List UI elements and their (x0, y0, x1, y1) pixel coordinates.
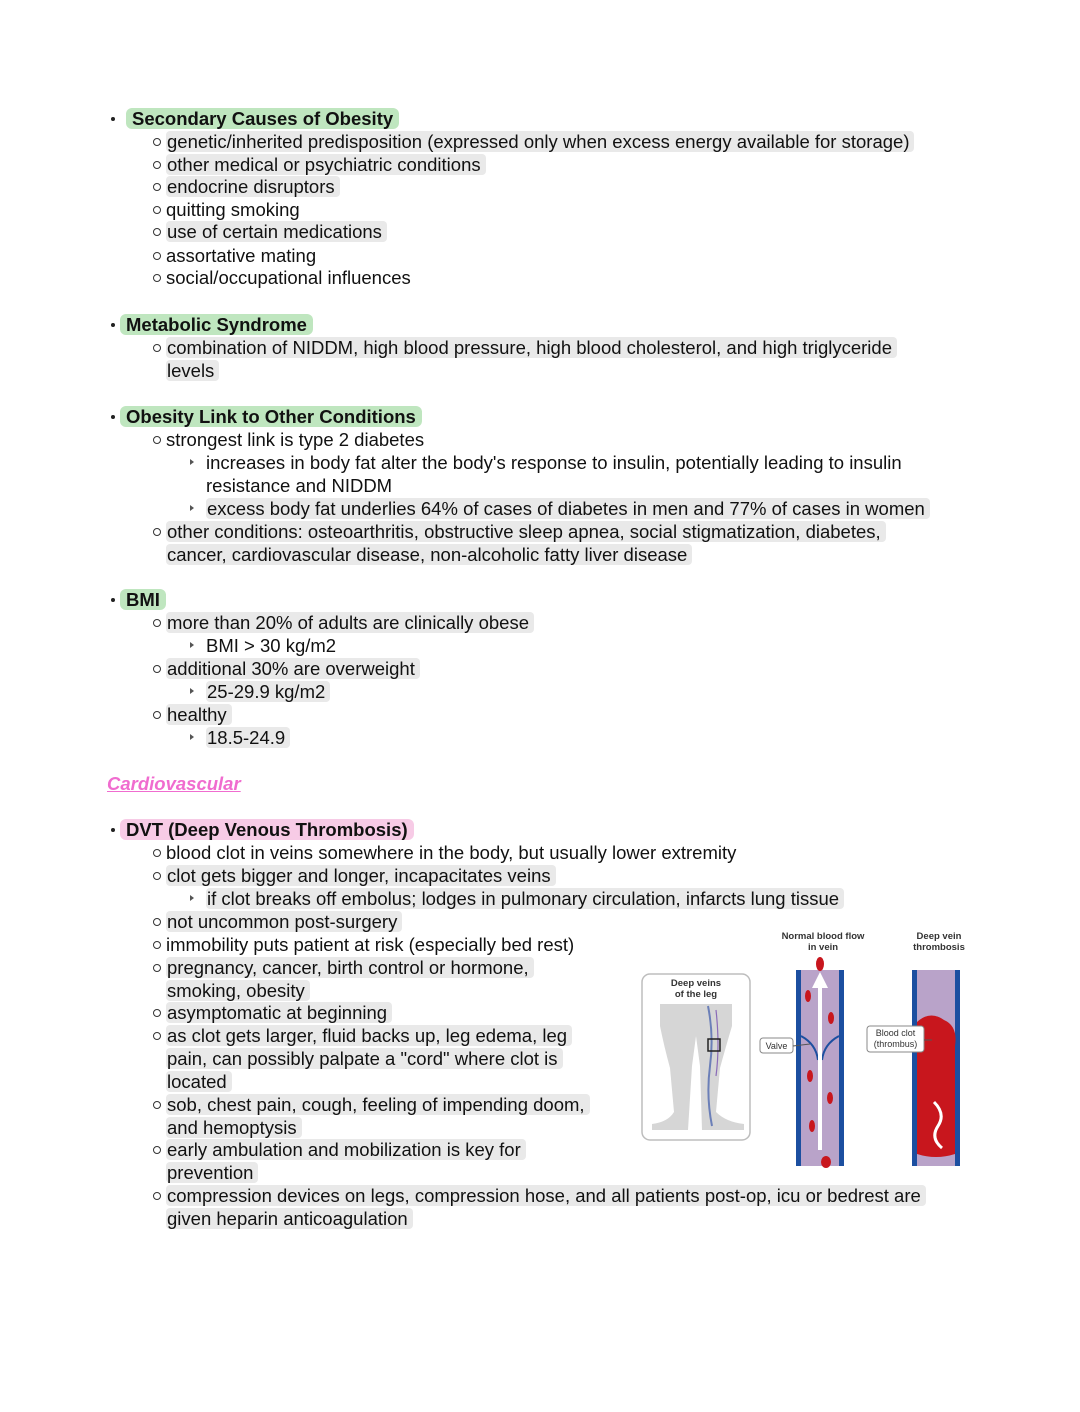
list-item: immobility puts patient at risk (especially bed rest) (166, 934, 575, 955)
normal-flow-label: Normal blood flow (781, 931, 865, 942)
circle-bullet (153, 161, 161, 169)
list-item: sob, chest pain, cough, feeling of impending doom, (166, 1094, 590, 1116)
circle-bullet (153, 849, 161, 857)
list-item: combination of NIDDM, high blood pressure, high blood cholesterol, and high triglyceride (166, 337, 897, 359)
deep-veins-label-2: of the leg (674, 989, 718, 1000)
section-heading-metabolic-syndrome: Metabolic Syndrome (120, 314, 313, 336)
list-item-continuation: smoking, obesity (166, 980, 310, 1002)
circle-bullet (153, 665, 161, 673)
section-heading-bmi: BMI (120, 589, 166, 611)
cardiovascular-title: Cardiovascular (107, 773, 241, 794)
list-item: asymptomatic at beginning (166, 1002, 392, 1024)
triangle-bullet (190, 505, 194, 511)
list-item: early ambulation and mobilization is key for (166, 1139, 526, 1161)
circle-bullet (153, 183, 161, 191)
circle-bullet (153, 1101, 161, 1109)
list-item-continuation: prevention (166, 1162, 258, 1184)
deep-veins-label: Deep veins (670, 978, 722, 989)
list-item: compression devices on legs, compression hose, and all patients post-op, icu or bedrest are (166, 1185, 926, 1207)
list-item: quitting smoking (166, 199, 300, 220)
bullet-dot (111, 415, 115, 419)
bullet-dot (111, 598, 115, 602)
circle-bullet (153, 228, 161, 236)
list-item-continuation: pain, can possibly palpate a "cord" where clot is (166, 1048, 563, 1070)
dvt-figure-svg (640, 926, 985, 1176)
list-item: pregnancy, cancer, birth control or hormone, (166, 957, 534, 979)
dvt-illustration (640, 926, 985, 1176)
list-item: social/occupational influences (166, 267, 411, 288)
list-item: not uncommon post-surgery (166, 911, 402, 933)
list-item: genetic/inherited predisposition (expressed only when excess energy available for storage) (166, 131, 914, 153)
circle-bullet (153, 918, 161, 926)
circle-bullet (153, 872, 161, 880)
circle-bullet (153, 1032, 161, 1040)
section-heading-dvt: DVT (Deep Venous Thrombosis) (120, 819, 414, 841)
list-item: other conditions: osteoarthritis, obstructive sleep apnea, social stigmatization, diabetes, (166, 521, 886, 543)
triangle-bullet (190, 642, 194, 648)
list-item-continuation: and hemoptysis (166, 1117, 302, 1139)
red-blood-cell (827, 1092, 833, 1104)
dvt-label: Deep vein (916, 931, 962, 942)
circle-bullet (153, 941, 161, 949)
sub-list-item: 25-29.9 kg/m2 (206, 681, 330, 703)
circle-bullet (153, 528, 161, 536)
circle-bullet (153, 964, 161, 972)
triangle-bullet (190, 895, 194, 901)
circle-bullet (153, 206, 161, 214)
circle-bullet (153, 711, 161, 719)
list-item-continuation: levels (166, 360, 219, 382)
valve-label: Valve (765, 1041, 788, 1051)
list-item: more than 20% of adults are clinically obese (166, 612, 534, 634)
dvt-label-2: thrombosis (913, 942, 965, 953)
section-heading-secondary-causes: Secondary Causes of Obesity (126, 108, 399, 130)
section-heading-obesity-link: Obesity Link to Other Conditions (120, 406, 422, 428)
red-blood-cell (816, 957, 824, 971)
list-item: additional 30% are overweight (166, 658, 420, 680)
circle-bullet (153, 1009, 161, 1017)
sub-list-item: excess body fat underlies 64% of cases of diabetes in men and 77% of cases in women (206, 498, 930, 520)
list-item: use of certain medications (166, 221, 387, 243)
circle-bullet (153, 138, 161, 146)
red-blood-cell (828, 1012, 834, 1024)
circle-bullet (153, 274, 161, 282)
sub-list-item-continuation: resistance and NIDDM (206, 475, 393, 496)
triangle-bullet (190, 734, 194, 740)
sub-list-item: increases in body fat alter the body's response to insulin, potentially leading to insulin (206, 452, 902, 473)
circle-bullet (153, 619, 161, 627)
list-item-continuation: given heparin anticoagulation (166, 1208, 413, 1230)
list-item-continuation: cancer, cardiovascular disease, non-alcoholic fatty liver disease (166, 544, 692, 566)
bullet-dot (111, 323, 115, 327)
bullet-dot (111, 117, 115, 121)
clot-label: Blood clot (875, 1028, 916, 1038)
circle-bullet (153, 1146, 161, 1154)
list-item: healthy (166, 704, 232, 726)
red-blood-cell (809, 1120, 815, 1132)
red-blood-cell (805, 990, 811, 1002)
list-item: clot gets bigger and longer, incapacitates veins (166, 865, 556, 887)
triangle-bullet (190, 459, 194, 465)
list-item: strongest link is type 2 diabetes (166, 429, 425, 450)
red-blood-cell (821, 1156, 831, 1168)
list-item: as clot gets larger, fluid backs up, leg edema, leg (166, 1025, 572, 1047)
sub-list-item: 18.5-24.9 (206, 727, 290, 749)
circle-bullet (153, 436, 161, 444)
bullet-dot (111, 828, 115, 832)
list-item: assortative mating (166, 245, 317, 266)
list-item: blood clot in veins somewhere in the body, but usually lower extremity (166, 842, 737, 863)
clot-label-2: (thrombus) (873, 1039, 918, 1049)
sub-list-item: if clot breaks off embolus; lodges in pulmonary circulation, infarcts lung tissue (206, 888, 844, 910)
normal-flow-label-2: in vein (807, 942, 839, 953)
circle-bullet (153, 344, 161, 352)
sub-list-item: BMI > 30 kg/m2 (206, 635, 337, 656)
circle-bullet (153, 1192, 161, 1200)
red-blood-cell (807, 1070, 813, 1082)
circle-bullet (153, 252, 161, 260)
list-item-continuation: located (166, 1071, 232, 1093)
list-item: endocrine disruptors (166, 176, 340, 198)
triangle-bullet (190, 688, 194, 694)
list-item: other medical or psychiatric conditions (166, 154, 486, 176)
